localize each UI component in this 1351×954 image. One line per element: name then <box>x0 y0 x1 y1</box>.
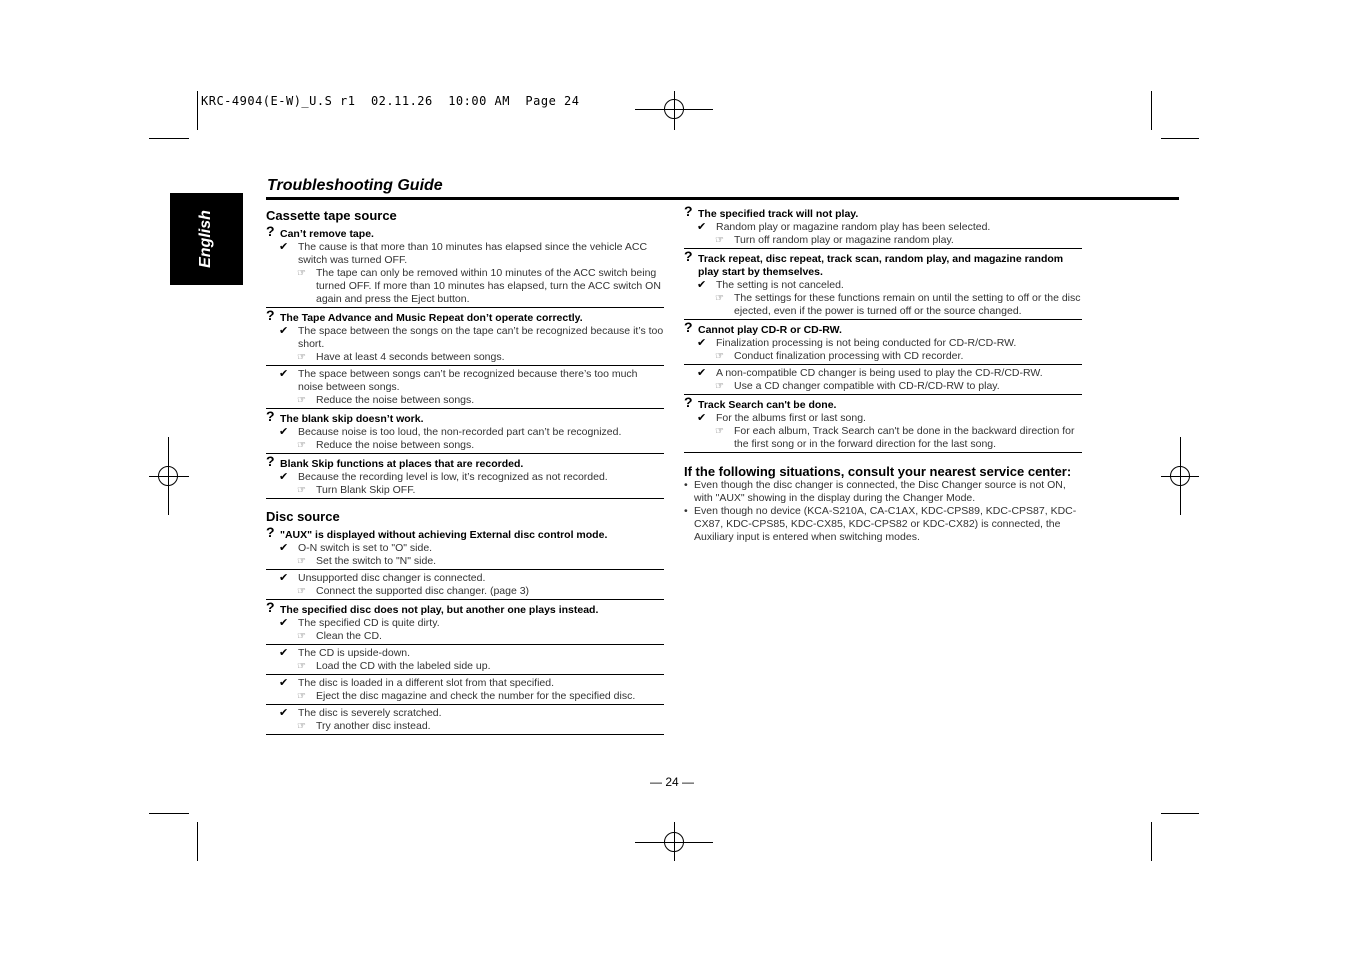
pointing-hand-icon: ☞ <box>715 235 724 246</box>
checkmark-icon: ✔ <box>697 412 707 424</box>
cause-text: The specified CD is quite dirty. <box>298 617 440 629</box>
cause-block <box>266 569 664 598</box>
pointing-hand-icon: ☞ <box>297 691 306 702</box>
cause-line <box>266 426 664 439</box>
cause-line <box>266 617 664 630</box>
cause-block <box>684 279 1082 318</box>
remedy-text: Load the CD with the labeled side up. <box>316 660 491 672</box>
remedy-line <box>266 720 664 733</box>
cause-line <box>684 337 1082 350</box>
crop-mark <box>1151 91 1152 130</box>
problem-text: Can’t remove tape. <box>280 228 374 240</box>
remedy-line <box>266 484 664 497</box>
problem-text: The specified disc does not play, but another one plays instead. <box>280 604 599 616</box>
problem-group <box>684 203 1082 249</box>
remedy-line <box>266 267 664 306</box>
problem-text: The specified track will not play. <box>698 208 859 220</box>
problem-group <box>684 394 1082 453</box>
cause-line <box>684 279 1082 292</box>
right-column <box>684 203 1082 544</box>
remedy-line <box>684 380 1082 393</box>
remedy-text: Eject the disc magazine and check the number for the specified disc. <box>316 690 636 702</box>
left-column <box>266 206 664 739</box>
pointing-hand-icon: ☞ <box>297 631 306 642</box>
remedy-line <box>266 660 664 673</box>
pointing-hand-icon: ☞ <box>297 586 306 597</box>
problem-question <box>266 524 664 542</box>
question-mark-icon: ? <box>266 307 275 323</box>
remedy-line <box>684 292 1082 318</box>
remedy-line <box>266 439 664 452</box>
cause-block <box>266 365 664 407</box>
remedy-text: Reduce the noise between songs. <box>316 439 475 451</box>
cause-line <box>684 412 1082 425</box>
checkmark-icon: ✔ <box>279 707 289 719</box>
cause-text: Because noise is too loud, the non-recorded part can’t be recognized. <box>298 426 622 438</box>
question-mark-icon: ? <box>684 203 693 219</box>
pointing-hand-icon: ☞ <box>715 426 724 437</box>
problem-text: Track repeat, disc repeat, track scan, random play, and magazine random play start by themselves. <box>698 253 1064 278</box>
cause-block <box>266 325 664 364</box>
remedy-line <box>266 394 664 407</box>
remedy-line <box>684 234 1082 247</box>
cause-line <box>266 647 664 660</box>
checkmark-icon: ✔ <box>279 241 289 253</box>
pointing-hand-icon: ☞ <box>297 440 306 451</box>
cause-block <box>266 674 664 703</box>
language-tab <box>170 193 243 285</box>
remedy-text: The settings for these functions remain on until the setting to off or the disc ejected, even if the power is turned off or the source changed. <box>734 292 1081 317</box>
language-tab-label: English <box>197 210 214 268</box>
question-mark-icon: ? <box>266 599 275 615</box>
cause-text: Because the recording level is low, it’s recognized as not recorded. <box>298 471 608 483</box>
problem-question <box>684 319 1082 337</box>
problem-question <box>266 408 664 426</box>
checkmark-icon: ✔ <box>697 279 707 291</box>
checkmark-icon: ✔ <box>279 426 289 438</box>
remedy-text: Use a CD changer compatible with CD-R/CD-RW to play. <box>734 380 1000 392</box>
problem-text: The blank skip doesn’t work. <box>280 413 424 425</box>
remedy-text: Connect the supported disc changer. (page 3) <box>316 585 530 597</box>
registration-mark <box>664 99 684 119</box>
section-heading-disc: Disc source <box>266 509 340 524</box>
remedy-line <box>684 425 1082 451</box>
cause-text: Finalization processing is not being conducted for CD-R/CD-RW. <box>716 337 1017 349</box>
pointing-hand-icon: ☞ <box>297 268 306 279</box>
crop-mark <box>149 813 189 814</box>
pointing-hand-icon: ☞ <box>297 352 306 363</box>
problem-question <box>266 223 664 241</box>
remedy-text: Conduct finalization processing with CD recorder. <box>734 350 964 362</box>
checkmark-icon: ✔ <box>279 542 289 554</box>
cause-block <box>266 241 664 306</box>
bullet-icon: • <box>684 505 688 517</box>
consult-bullet <box>684 479 1082 505</box>
remedy-text: Turn off random play or magazine random play. <box>734 234 954 246</box>
cause-block <box>266 617 664 643</box>
question-mark-icon: ? <box>266 524 275 540</box>
cause-block <box>266 542 664 568</box>
cause-text: For the albums first or last song. <box>716 412 866 424</box>
cause-block <box>684 364 1082 393</box>
problem-text: "AUX" is displayed without achieving External disc control mode. <box>280 529 608 541</box>
pointing-hand-icon: ☞ <box>715 381 724 392</box>
remedy-line <box>266 585 664 598</box>
section-heading-cassette: Cassette tape source <box>266 208 397 223</box>
cause-text: Random play or magazine random play has been selected. <box>716 221 991 233</box>
question-mark-icon: ? <box>266 408 275 424</box>
pointing-hand-icon: ☞ <box>297 556 306 567</box>
problem-text: Blank Skip functions at places that are recorded. <box>280 458 524 470</box>
question-mark-icon: ? <box>684 248 693 264</box>
problem-group <box>684 319 1082 395</box>
checkmark-icon: ✔ <box>697 221 707 233</box>
problem-text: Track Search can't be done. <box>698 399 837 411</box>
problem-group <box>266 408 664 454</box>
cause-text: The disc is loaded in a different slot from that specified. <box>298 677 555 689</box>
cause-text: Unsupported disc changer is connected. <box>298 572 486 584</box>
remedy-text: For each album, Track Search can't be done in the backward direction for the first song or in the forward direction for the last song. <box>734 425 1075 450</box>
remedy-text: Try another disc instead. <box>316 720 431 732</box>
cause-block <box>266 644 664 673</box>
checkmark-icon: ✔ <box>279 617 289 629</box>
cause-text: A non-compatible CD changer is being used to play the CD-R/CD-RW. <box>716 367 1043 379</box>
problem-group <box>266 223 664 308</box>
checkmark-icon: ✔ <box>279 368 289 380</box>
checkmark-icon: ✔ <box>279 677 289 689</box>
problem-question <box>266 599 664 617</box>
checkmark-icon: ✔ <box>279 471 289 483</box>
cause-text: The space between the songs on the tape can’t be recognized because it’s too short. <box>298 325 664 350</box>
cause-block <box>266 471 664 497</box>
pointing-hand-icon: ☞ <box>297 721 306 732</box>
cause-text: O-N switch is set to "O" side. <box>298 542 433 554</box>
pointing-hand-icon: ☞ <box>297 395 306 406</box>
cause-line <box>266 542 664 555</box>
pointing-hand-icon: ☞ <box>297 661 306 672</box>
problem-question <box>684 394 1082 412</box>
print-header: KRC-4904(E-W)_U.S r1 02.11.26 10:00 AM Page 24 <box>201 94 580 108</box>
page-title: Troubleshooting Guide <box>267 177 443 194</box>
cause-text: The disc is severely scratched. <box>298 707 442 719</box>
problem-group <box>684 248 1082 320</box>
crop-mark <box>149 138 189 139</box>
pointing-hand-icon: ☞ <box>715 351 724 362</box>
remedy-text: The tape can only be removed within 10 minutes of the ACC switch being turned OFF. If more than 10 minutes has elapsed, turn the ACC switch ON again and press the Eject button. <box>316 267 661 305</box>
cause-line <box>266 471 664 484</box>
consult-heading: If the following situations, consult your nearest service center: <box>684 464 1072 479</box>
consult-bullet <box>684 505 1082 544</box>
question-mark-icon: ? <box>266 453 275 469</box>
cause-line <box>266 677 664 690</box>
question-mark-icon: ? <box>684 394 693 410</box>
consult-bullet-text: Even though no device (KCA-S210A, CA-C1AX, KDC-CPS89, KDC-CPS87, KDC-CX87, KDC-CPS85, KDC-CX85, KDC-CPS82 or KDC-CX82) is connected, the Auxiliary input is entered when switching modes. <box>694 505 1077 543</box>
problem-group <box>266 453 664 499</box>
cause-block <box>684 412 1082 451</box>
remedy-text: Reduce the noise between songs. <box>316 394 475 406</box>
cause-line <box>684 221 1082 234</box>
cause-line <box>266 707 664 720</box>
remedy-line <box>266 555 664 568</box>
registration-mark <box>1170 466 1190 486</box>
checkmark-icon: ✔ <box>279 325 289 337</box>
remedy-text: Have at least 4 seconds between songs. <box>316 351 505 363</box>
cause-block <box>684 221 1082 247</box>
problem-question <box>266 453 664 471</box>
cause-block <box>266 704 664 733</box>
crop-mark <box>197 822 198 861</box>
checkmark-icon: ✔ <box>697 367 707 379</box>
crop-mark <box>1161 138 1199 139</box>
problem-text: Cannot play CD-R or CD-RW. <box>698 324 842 336</box>
question-mark-icon: ? <box>266 223 275 239</box>
cause-text: The space between songs can’t be recognized because there’s too much noise between songs. <box>298 368 638 393</box>
remedy-text: Set the switch to "N" side. <box>316 555 437 567</box>
crop-mark <box>1151 822 1152 861</box>
remedy-line <box>266 630 664 643</box>
title-rule <box>266 197 1179 200</box>
cause-line <box>266 325 664 351</box>
checkmark-icon: ✔ <box>279 572 289 584</box>
crop-mark <box>197 91 198 130</box>
problem-group <box>266 307 664 409</box>
checkmark-icon: ✔ <box>279 647 289 659</box>
bullet-icon: • <box>684 479 688 491</box>
question-mark-icon: ? <box>684 319 693 335</box>
remedy-line <box>266 351 664 364</box>
cause-text: The setting is not canceled. <box>716 279 844 291</box>
page-number: — 24 — <box>650 775 695 789</box>
problem-question <box>684 248 1082 279</box>
cause-text: The CD is upside-down. <box>298 647 411 659</box>
problem-text: The Tape Advance and Music Repeat don’t operate correctly. <box>280 312 583 324</box>
cause-block <box>266 426 664 452</box>
problem-group <box>266 524 664 600</box>
remedy-text: Clean the CD. <box>316 630 382 642</box>
registration-mark <box>664 832 684 852</box>
consult-bullet-text: Even though the disc changer is connected, the Disc Changer source is not ON, with "AUX" showing in the display during the Changer Mode. <box>694 479 1066 504</box>
cause-line <box>266 241 664 267</box>
problem-question <box>684 203 1082 221</box>
cause-line <box>266 368 664 394</box>
cause-text: The cause is that more than 10 minutes has elapsed since the vehicle ACC switch was turned OFF. <box>298 241 648 266</box>
remedy-line <box>266 690 664 703</box>
crop-mark <box>1161 813 1199 814</box>
registration-mark <box>158 466 178 486</box>
cause-block <box>684 337 1082 363</box>
remedy-text: Turn Blank Skip OFF. <box>316 484 416 496</box>
pointing-hand-icon: ☞ <box>297 485 306 496</box>
checkmark-icon: ✔ <box>697 337 707 349</box>
cause-line <box>266 572 664 585</box>
cause-line <box>684 367 1082 380</box>
pointing-hand-icon: ☞ <box>715 293 724 304</box>
problem-group <box>266 599 664 735</box>
problem-question <box>266 307 664 325</box>
remedy-line <box>684 350 1082 363</box>
